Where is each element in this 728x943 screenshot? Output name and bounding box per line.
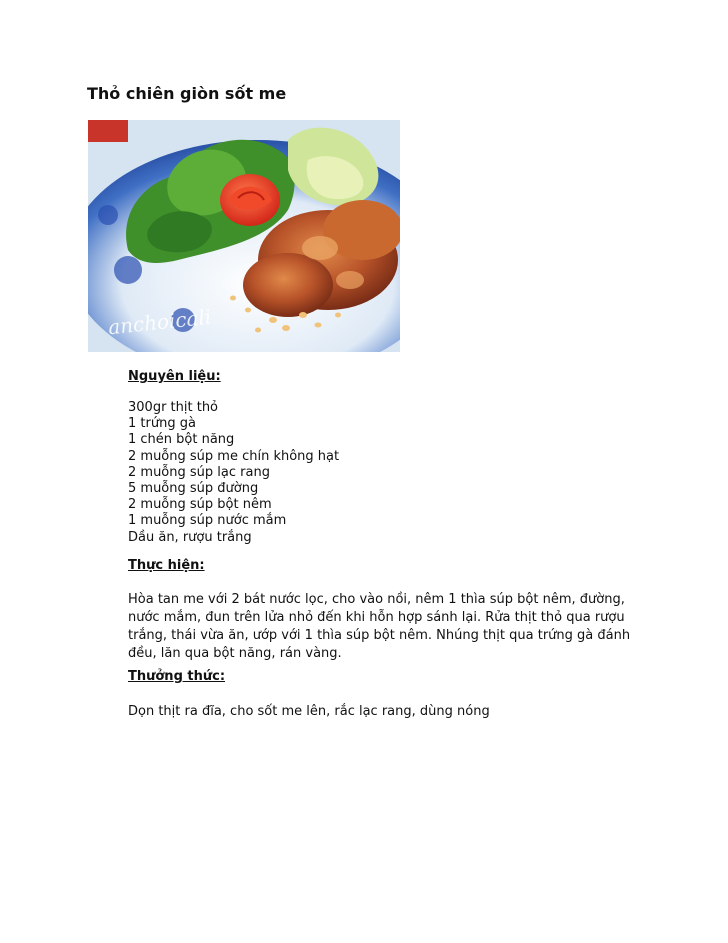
serve-line: Dọn thịt ra đĩa, cho sốt me lên, rắc lạc rang, dùng nóng <box>128 704 490 719</box>
ingredient-item: 2 muỗng súp me chín không hạt <box>128 448 340 464</box>
method-line: Hòa tan me với 2 bát nước lọc, cho vào nồi, nêm 1 thìa súp bột nêm, đường, <box>128 592 625 607</box>
ingredient-item: 5 muỗng súp đường <box>128 481 259 497</box>
method-heading: Thực hiện: <box>128 558 205 573</box>
ingredient-item: Dầu ăn, rượu trắng <box>128 529 252 545</box>
ingredients-heading: Nguyên liệu: <box>128 369 221 384</box>
ingredient-item: 1 trứng gà <box>128 416 196 432</box>
serve-heading: Thưởng thức: <box>128 669 226 684</box>
method-line: trắng, thái vừa ăn, ướp với 1 thìa súp bột nêm. Nhúng thịt qua trứng gà đánh <box>128 628 631 643</box>
serve-text <box>128 703 648 721</box>
ingredient-item: 1 chén bột năng <box>128 432 235 448</box>
method-line: nước mắm, đun trên lửa nhỏ đến khi hỗn hợp sánh lại. Rửa thịt thỏ qua rượu <box>128 610 625 625</box>
ingredients-list <box>128 400 339 546</box>
ingredient-item: 300gr thịt thỏ <box>128 400 219 415</box>
ingredient-item: 2 muỗng súp lạc rang <box>128 464 270 480</box>
page-title: Thỏ chiên giòn sốt me <box>87 84 287 103</box>
method-text <box>128 591 648 663</box>
ingredient-item: 2 muỗng súp bột nêm <box>128 497 272 513</box>
method-line: đều, lăn qua bột năng, rán vàng. <box>128 646 342 661</box>
dish-photo <box>88 120 400 352</box>
ingredient-item: 1 muỗng súp nước mắm <box>128 513 287 529</box>
photo-watermark: anchoicali <box>107 304 213 340</box>
